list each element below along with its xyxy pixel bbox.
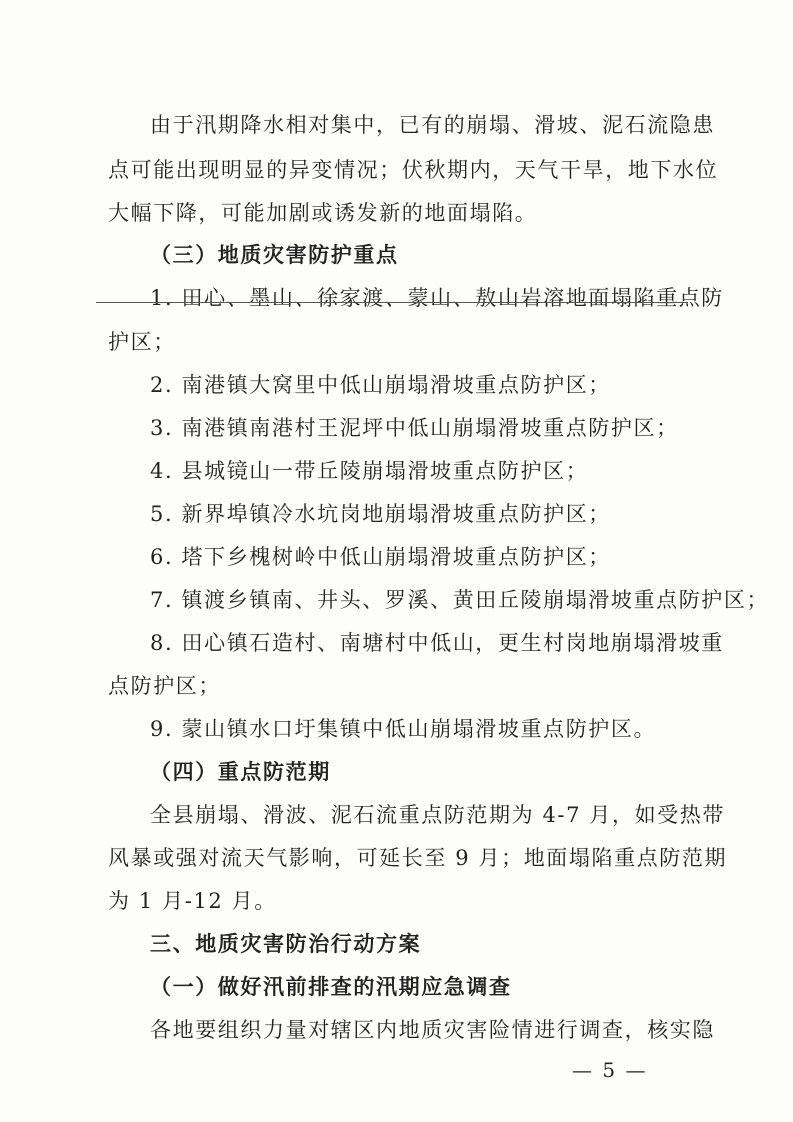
page-number: — 5 —	[572, 1058, 648, 1082]
list-item: 护区；	[108, 330, 176, 354]
section-heading-4: （四）重点防范期	[150, 760, 331, 784]
list-item: 6. 塔下乡槐树岭中低山崩塌滑坡重点防护区；	[150, 545, 611, 569]
list-item: 8. 田心镇石造村、南塘村中低山，更生村岗地崩塌滑坡重	[150, 631, 724, 655]
list-item: 点防护区；	[108, 674, 221, 698]
list-item: 7. 镇渡乡镇南、井头、罗溪、黄田丘陵崩塌滑坡重点防护区；	[150, 588, 770, 612]
list-item: 5. 新界埠镇冷水坑岗地崩塌滑坡重点防护区；	[150, 502, 611, 526]
chapter-heading: 三、地质灾害防治行动方案	[150, 932, 422, 956]
section-heading-3: （三）地质灾害防护重点	[150, 243, 399, 267]
paragraph-line: 点可能出现明显的异变情况；伏秋期内，天气干旱，地下水位	[108, 158, 719, 182]
list-item: 9. 蒙山镇水口圩集镇中低山崩塌滑坡重点防护区。	[150, 717, 657, 741]
list-item: 4. 县城镜山一带丘陵崩塌滑坡重点防护区；	[150, 459, 589, 483]
paragraph-line: 由于汛期降水相对集中，已有的崩塌、滑坡、泥石流隐患	[150, 113, 715, 137]
list-item: 1. 田心、墨山、徐家渡、蒙山、敖山岩溶地面塌陷重点防	[150, 286, 724, 310]
paragraph-line: 风暴或强对流天气影响，可延长至 9 月；地面塌陷重点防范期	[108, 846, 728, 870]
paragraph-line: 为 1 月-12 月。	[108, 889, 277, 913]
paragraph-line: 大幅下降，可能加剧或诱发新的地面塌陷。	[108, 201, 538, 225]
list-item: 2. 南港镇大窝里中低山崩塌滑坡重点防护区；	[150, 373, 611, 397]
paragraph-line: 全县崩塌、滑波、泥石流重点防范期为 4-7 月，如受热带	[150, 803, 725, 827]
list-item: 3. 南港镇南港村王泥坪中低山崩塌滑坡重点防护区；	[150, 416, 679, 440]
divider-line	[96, 302, 688, 303]
subsection-heading: （一）做好汛前排查的汛期应急调查	[150, 975, 512, 999]
paragraph-line: 各地要组织力量对辖区内地质灾害险情进行调查，核实隐	[150, 1018, 715, 1042]
